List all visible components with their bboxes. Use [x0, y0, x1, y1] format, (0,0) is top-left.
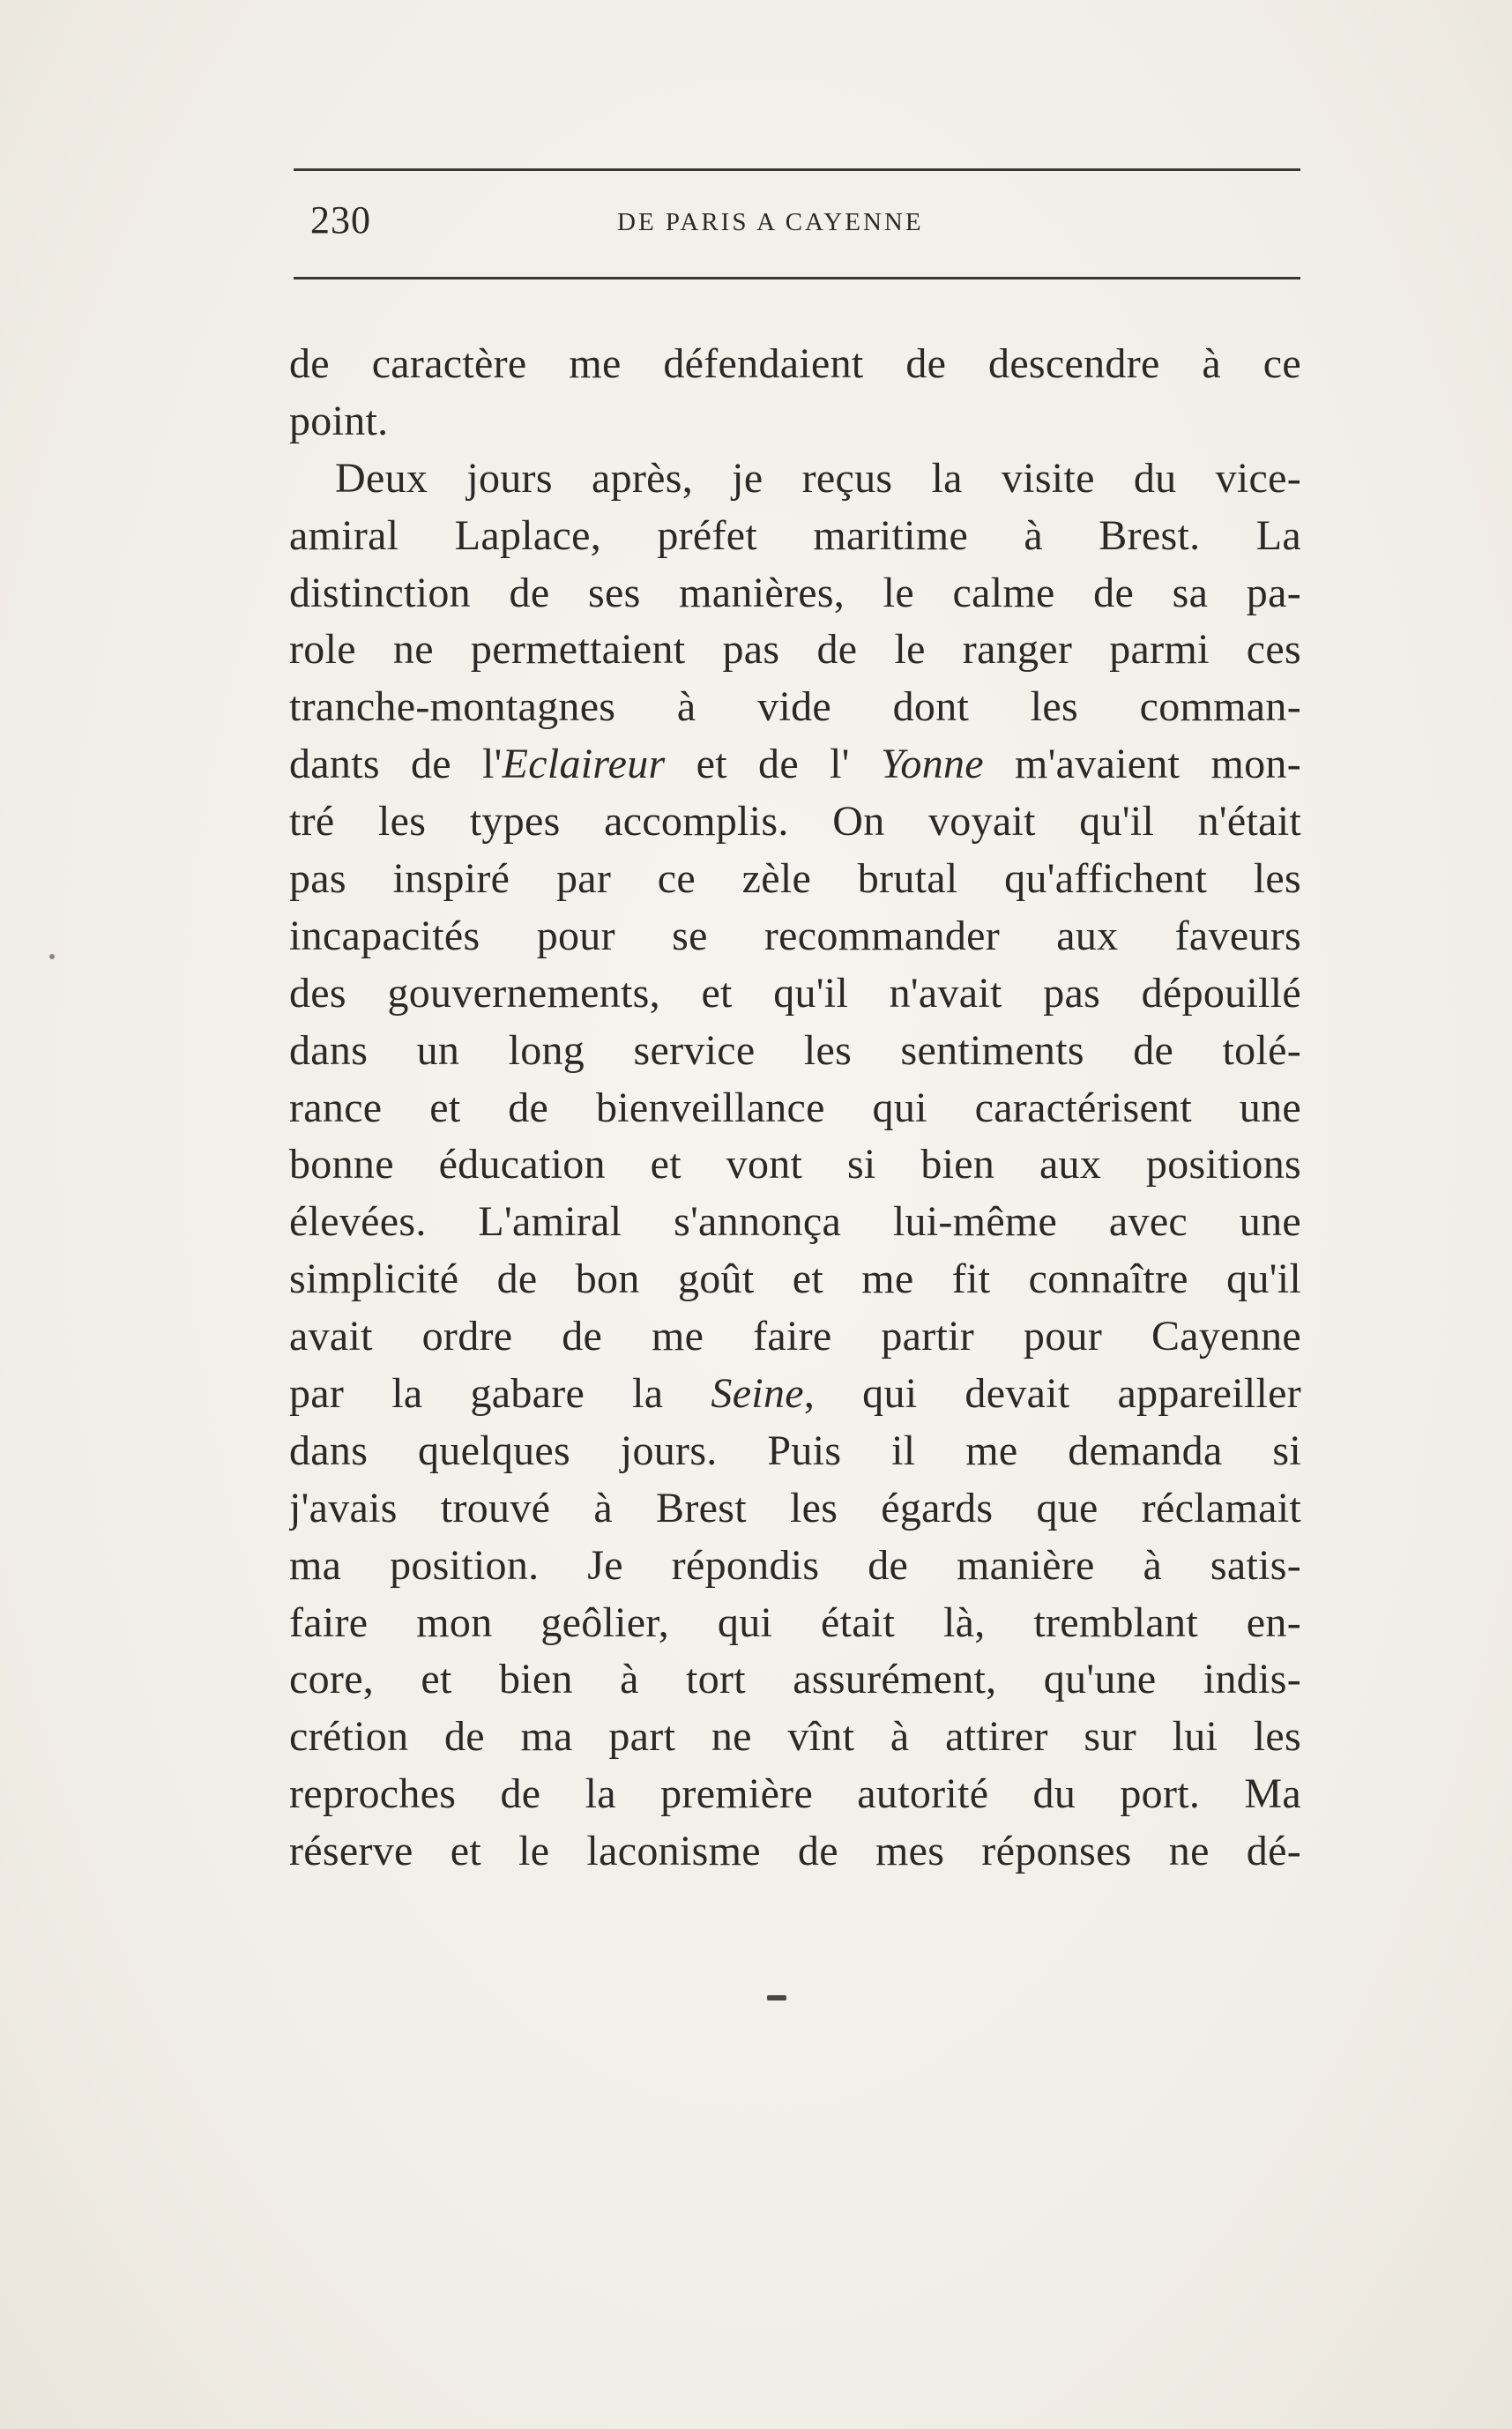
- text-line: ma position. Je répondis de manière à satis-: [289, 1541, 1301, 1589]
- running-title: DE PARIS A CAYENNE: [617, 208, 924, 236]
- text-line-with-italics: [289, 736, 1301, 794]
- text-segment: m'avaient mon-: [983, 741, 1301, 788]
- text-line: de caractère me défendaient de descendre à ce: [289, 340, 1301, 387]
- text-line: role ne permettaient pas de le ranger parmi ces: [289, 626, 1301, 674]
- header-bottom-rule: [294, 277, 1300, 279]
- text-line: point.: [289, 397, 389, 444]
- text-line: dans un long service les sentiments de tolé-: [289, 1026, 1301, 1074]
- text-segment: dants de l': [289, 741, 503, 788]
- text-line-with-italics: [289, 1366, 1301, 1423]
- text-line: des gouvernements, et qu'il n'avait pas dépouillé: [289, 969, 1301, 1017]
- text-line: tré les types accomplis. On voyait qu'il n'était: [289, 798, 1301, 846]
- body-text: [289, 336, 1301, 1881]
- text-line: distinction de ses manières, le calme de sa pa-: [289, 569, 1301, 616]
- text-line: reproches de la première autorité du port. Ma: [289, 1770, 1301, 1818]
- signature-dash-mark: [767, 1995, 786, 2001]
- text-line: avait ordre de me faire partir pour Cayenne: [289, 1313, 1301, 1360]
- text-line: dans quelques jours. Puis il me demanda si: [289, 1427, 1301, 1474]
- text-line: simplicité de bon goût et me fit connaître qu'il: [289, 1255, 1301, 1303]
- ship-name-yonne: Yonne: [880, 741, 984, 788]
- text-segment: , qui devait appareiller: [803, 1370, 1301, 1418]
- text-line: tranche-montagnes à vide dont les comman-: [289, 683, 1301, 731]
- text-line: élevées. L'amiral s'annonça lui-même avec une: [289, 1198, 1301, 1246]
- text-line: faire mon geôlier, qui était là, tremblant en-: [289, 1598, 1301, 1646]
- text-line: réserve et le laconisme de mes réponses ne dé-: [289, 1828, 1301, 1875]
- header-top-rule: [294, 168, 1300, 171]
- paper-speck: [49, 954, 55, 959]
- text-segment: par la gabare la: [289, 1370, 711, 1418]
- text-line: j'avais trouvé à Brest les égards que réclamait: [289, 1484, 1301, 1531]
- text-line: rance et de bienveillance qui caractérisent une: [289, 1084, 1301, 1131]
- text-line: crétion de ma part ne vînt à attirer sur lui les: [289, 1713, 1301, 1761]
- text-line: Deux jours après, je reçus la visite du vice-: [335, 454, 1301, 502]
- text-line: core, et bien à tort assurément, qu'une indis-: [289, 1656, 1301, 1703]
- page-number: 230: [310, 198, 371, 242]
- text-line: bonne éducation et vont si bien aux positions: [289, 1141, 1301, 1188]
- text-line: pas inspiré par ce zèle brutal qu'affichent les: [289, 855, 1301, 903]
- text-line: amiral Laplace, préfet maritime à Brest. La: [289, 511, 1301, 559]
- text-line: incapacités pour se recommander aux faveurs: [289, 912, 1301, 959]
- ship-name-eclaireur: Eclaireur: [502, 741, 666, 788]
- text-segment: et de l': [665, 741, 881, 788]
- ship-name-seine: Seine: [711, 1370, 804, 1418]
